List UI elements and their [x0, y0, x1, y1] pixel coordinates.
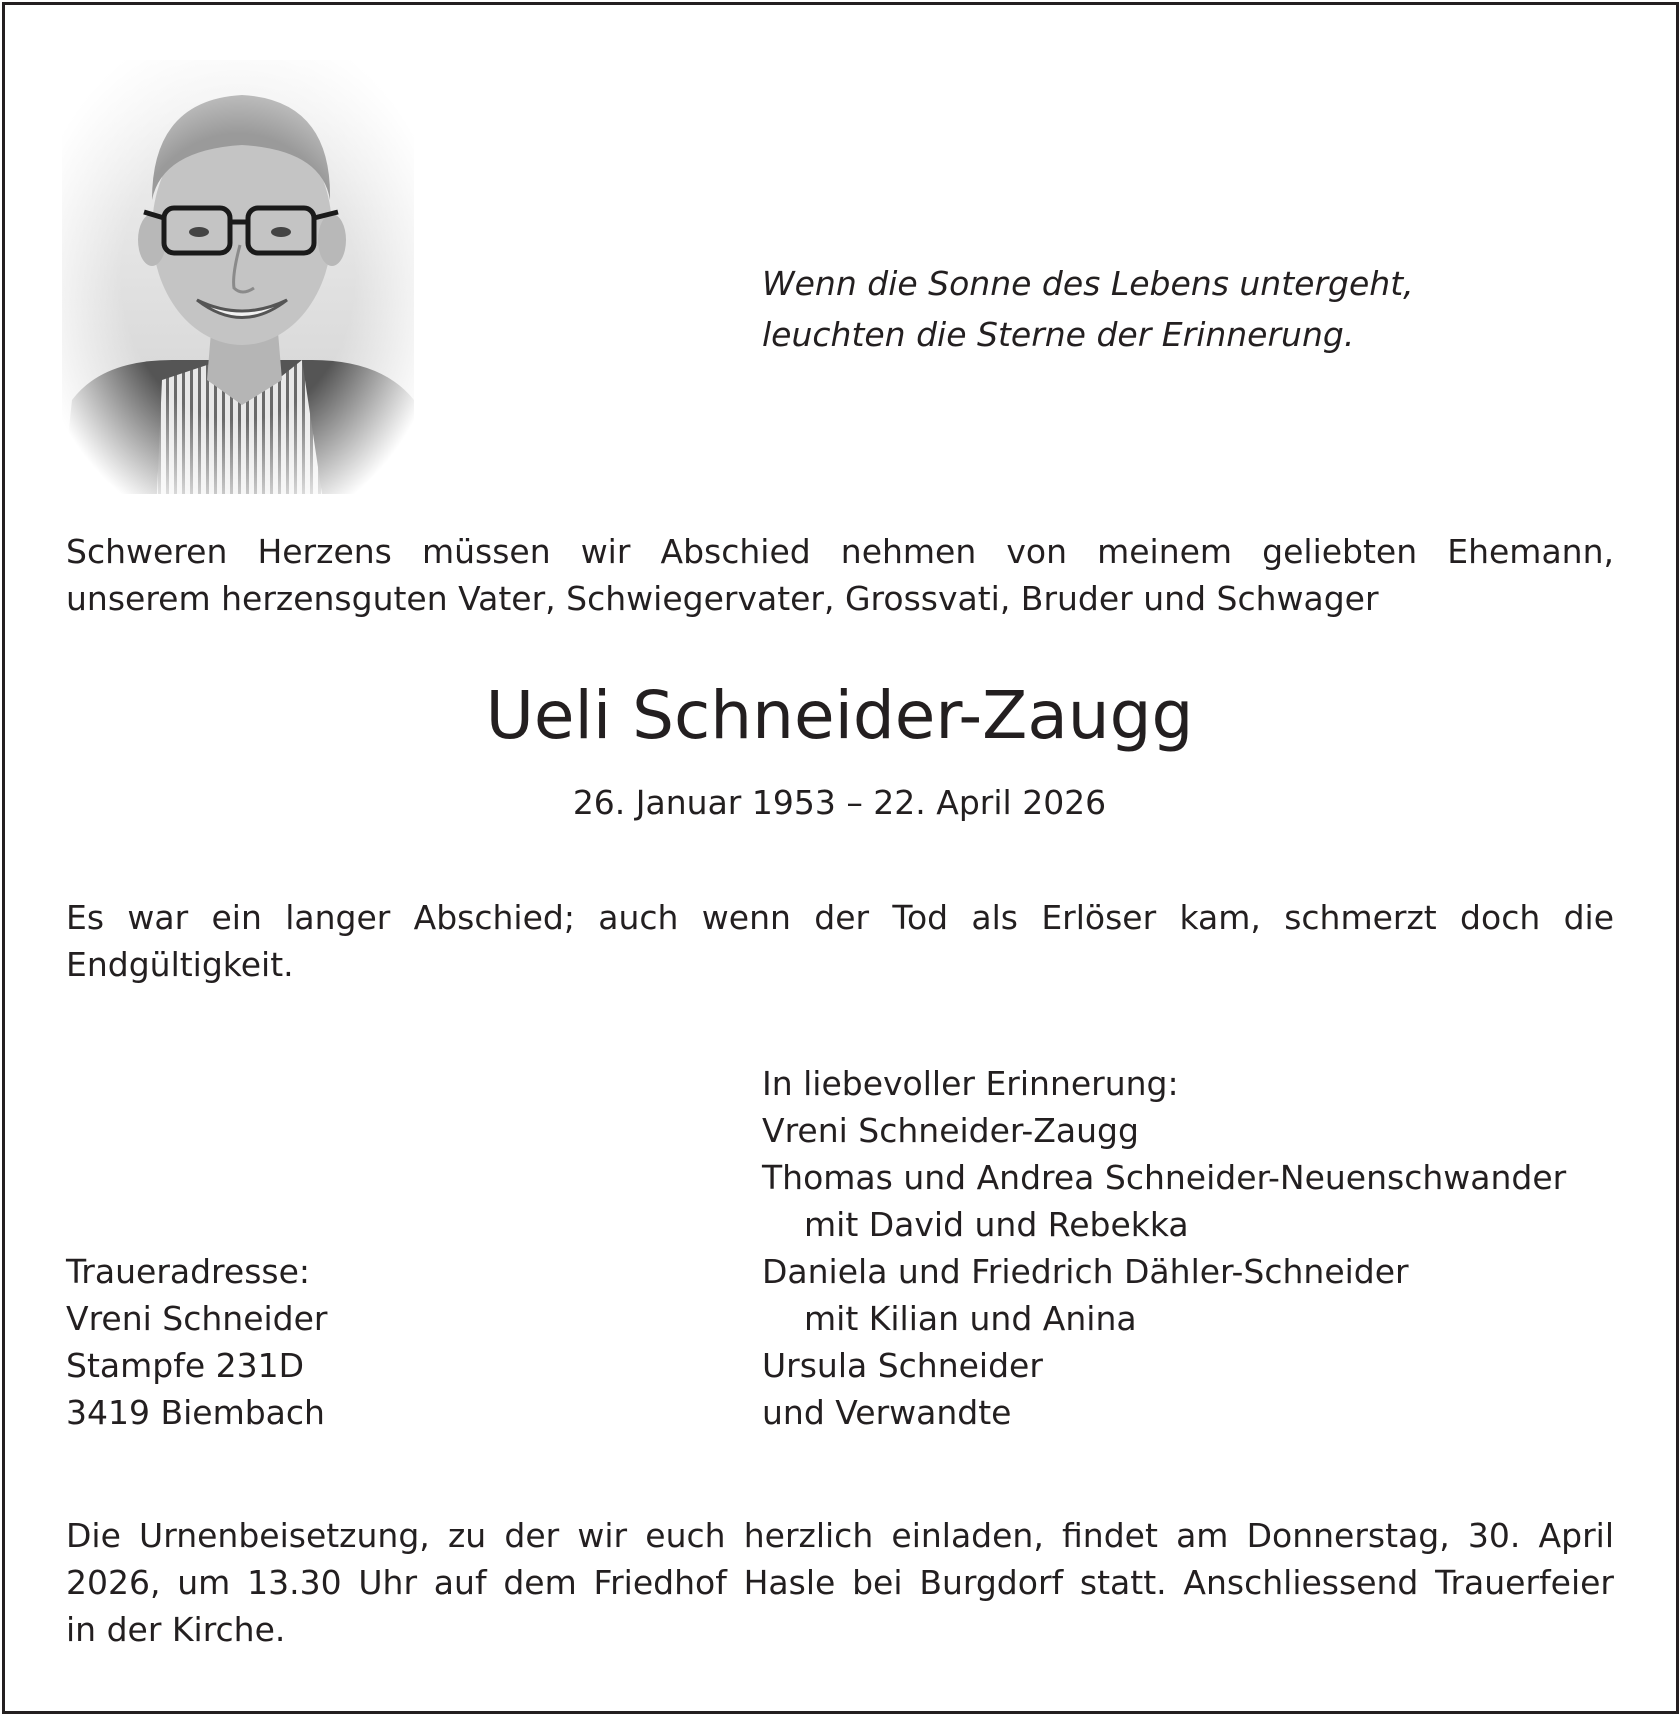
deceased-name: Ueli Schneider-Zaugg	[485, 677, 1194, 754]
quote-line: Wenn die Sonne des Lebens untergeht,	[762, 264, 1414, 303]
address-line: 3419 Biembach	[66, 1393, 325, 1432]
family-member: und Verwandte	[762, 1393, 1012, 1432]
family-member: mit Kilian und Anina	[804, 1299, 1137, 1338]
family-member: Vreni Schneider-Zaugg	[762, 1111, 1139, 1150]
ceremony-text	[66, 1512, 1614, 1653]
family-list	[762, 1060, 1566, 1436]
address-line: Vreni Schneider	[66, 1299, 328, 1338]
intro-line: Schweren Herzens müssen wir Abschied nehmen von meinem geliebten Ehemann,	[66, 532, 1614, 571]
life-dates: 26. Januar 1953 – 22. April 2026	[572, 783, 1107, 822]
ceremony-line: 2026, um 13.30 Uhr auf dem Friedhof Hasle bei Burgdorf statt. Anschliessend Trauerfeier	[66, 1563, 1614, 1602]
family-heading: In liebevoller Erinnerung:	[762, 1064, 1179, 1103]
address-line: Stampfe 231D	[66, 1346, 305, 1385]
family-member: Thomas und Andrea Schneider-Neuenschwander	[762, 1158, 1567, 1197]
address-heading: Traueradresse:	[66, 1252, 311, 1291]
family-member: Ursula Schneider	[762, 1346, 1043, 1385]
ceremony-line: Die Urnenbeisetzung, zu der wir euch herzlich einladen, findet am Donnerstag, 30. April	[66, 1516, 1614, 1555]
family-member: mit David und Rebekka	[804, 1205, 1189, 1244]
intro-text	[66, 528, 1614, 622]
farewell-text	[66, 894, 1614, 988]
memorial-quote	[762, 258, 1414, 360]
intro-line: unserem herzensguten Vater, Schwiegervater, Grossvati, Bruder und Schwager	[66, 579, 1379, 618]
family-member: Daniela und Friedrich Dähler-Schneider	[762, 1252, 1409, 1291]
portrait-photo	[62, 60, 414, 494]
farewell-line: Es war ein langer Abschied; auch wenn der Tod als Erlöser kam, schmerzt doch die	[66, 898, 1614, 937]
farewell-line: Endgültigkeit.	[66, 945, 294, 984]
mourning-address	[66, 1248, 328, 1436]
ceremony-line: in der Kirche.	[66, 1610, 286, 1649]
quote-line: leuchten die Sterne der Erinnerung.	[762, 315, 1355, 354]
